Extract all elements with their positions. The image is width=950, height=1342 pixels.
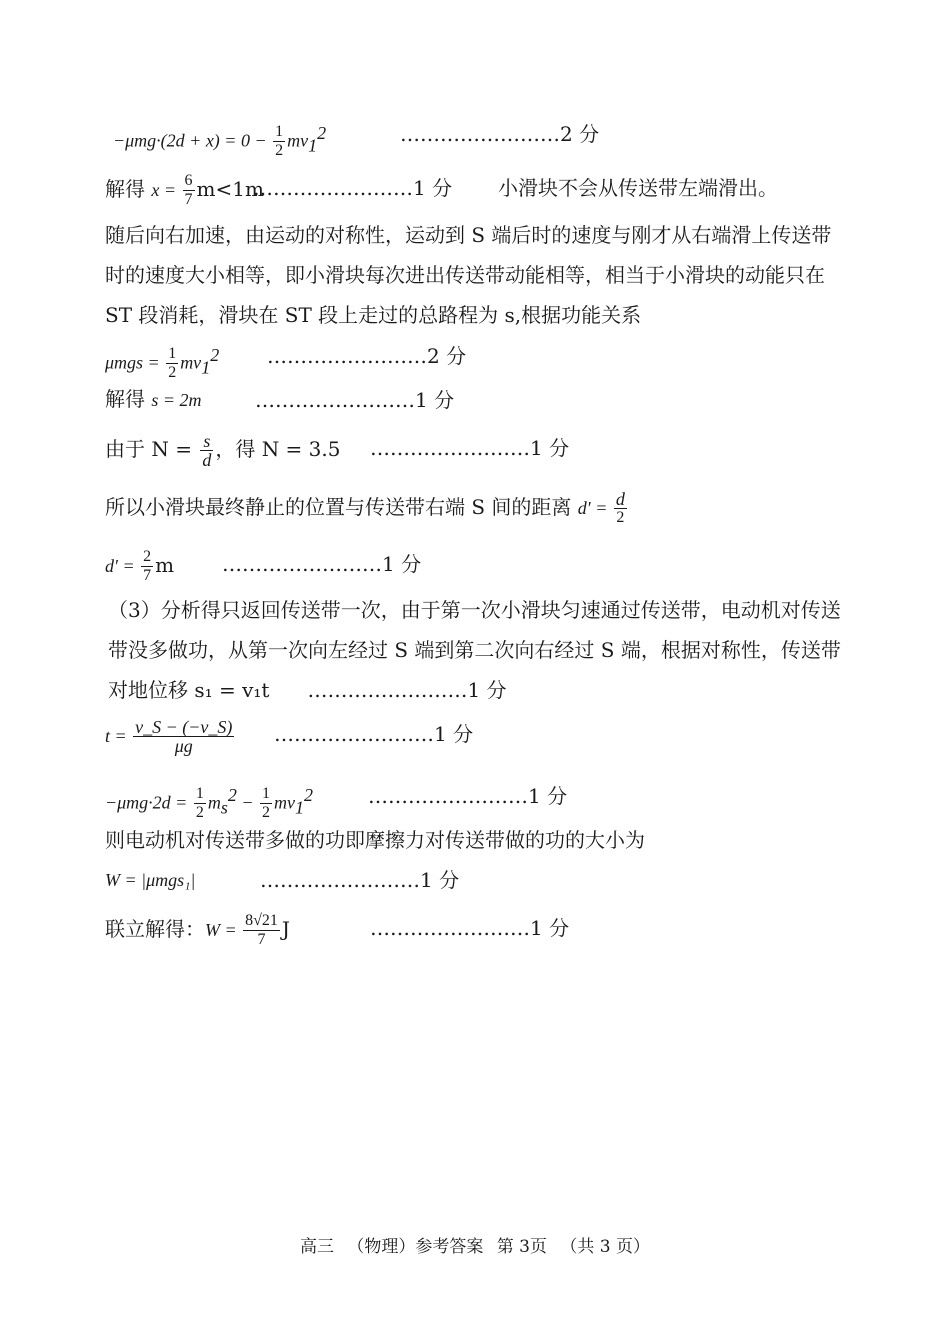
solve1-fraction: $\frac{6}{7}$ (184, 172, 193, 208)
final-result-line: 联立解得：W = $\frac{8√21}{7}$ J (105, 912, 290, 948)
solve2-score: ……………………1 分 (255, 388, 455, 412)
solve-x-line: 解得 x = $\frac{6}{7}$ m<1m (105, 172, 264, 208)
n-fraction: $\frac{s}{d}$ (202, 431, 212, 470)
page-footer (0, 1232, 950, 1257)
solve1-score: ……………………1 分 (253, 176, 453, 200)
n-score: ……………………1 分 (370, 436, 570, 460)
final-fraction: $\frac{8√21}{7}$ (245, 912, 278, 948)
t-score: ……………………1 分 (274, 722, 474, 746)
footer-total: （共 3 页） (560, 1237, 651, 1257)
eq3-score: ……………………1 分 (368, 784, 568, 808)
para3-score: ……………………1 分 (307, 678, 507, 702)
work-equation: W = |μmgs₁| (105, 870, 196, 890)
equation-energy-3: −μmg·2d = $\frac{1}{2}$ $m_s^2$ − $\frac{1}{2}$ $mv_1^2$ (105, 784, 313, 821)
footer-subject: （物理）参考答案 (347, 1237, 484, 1257)
equation-energy-2: μmgs = $\frac{1}{2}$ $mv_1^2$ (105, 344, 220, 381)
footer-grade: 高三 (299, 1237, 334, 1257)
d-prime-line: d′ = $\frac{2}{7}$ m (105, 548, 175, 584)
work-statement: 则电动机对传送带多做的功即摩擦力对传送带做的功的大小为 (105, 828, 645, 852)
solve-s-line: 解得 s = 2m (105, 387, 202, 411)
eq2-score: ……………………2 分 (267, 344, 467, 368)
final-position-line: 所以小滑块最终静止的位置与传送带右端 S 间的距离 d′ = $\frac{d}{2}$ (105, 489, 625, 526)
w-score: ……………………1 分 (260, 868, 460, 892)
d-score: ……………………1 分 (222, 552, 422, 576)
n-ratio-line: 由于 N = $\frac{s}{d}$ ，得 N = 3.5 (105, 431, 341, 470)
paragraph-symmetry: 随后向右加速，由运动的对称性，运动到 S 端后时的速度与刚才从右端滑上传送带时的速度大小相等，即小滑块每次进出传送带动能相等，相当于小滑块的动能只在 ST 段消耗，滑块在 ST 段上走过的总路程为 s,根据功能关系 (105, 223, 832, 327)
eq1-score: ……………………2 分 (400, 122, 600, 146)
footer-page: 第 3页 (496, 1237, 547, 1257)
equation-energy-1: −μmg·(2d + x) = 0 − $\frac{1}{2}$ $mv_1^2$ (113, 122, 327, 159)
solve1-note: 小滑块不会从传送带左端滑出。 (498, 176, 778, 200)
eq1-lhs: −μmg·(2d + x) = 0 − (113, 130, 272, 151)
t-fraction: $\frac{v\_S - (-v\_S)}{\mu g}$ (135, 717, 233, 756)
paragraph-part3: （3）分析得只返回传送带一次，由于第一次小滑块匀速通过传送带，电动机对传送带没多做功，从第一次向左经过 S 端到第二次向右经过 S 端，根据对称性，传送带对地位移 s₁ = v₁t ……………………1 分 (108, 598, 841, 702)
eq2-fraction: $\frac{1}{2}$ (168, 344, 177, 381)
eq1-fraction: $\frac{1}{2}$ (275, 122, 284, 159)
pos-fraction: $\frac{d}{2}$ (615, 489, 625, 526)
final-score: ……………………1 分 (370, 916, 570, 940)
time-equation: t = $\frac{v\_S - (-v\_S)}{\mu g}$ (105, 717, 233, 756)
d-fraction: $\frac{2}{7}$ (143, 548, 152, 584)
